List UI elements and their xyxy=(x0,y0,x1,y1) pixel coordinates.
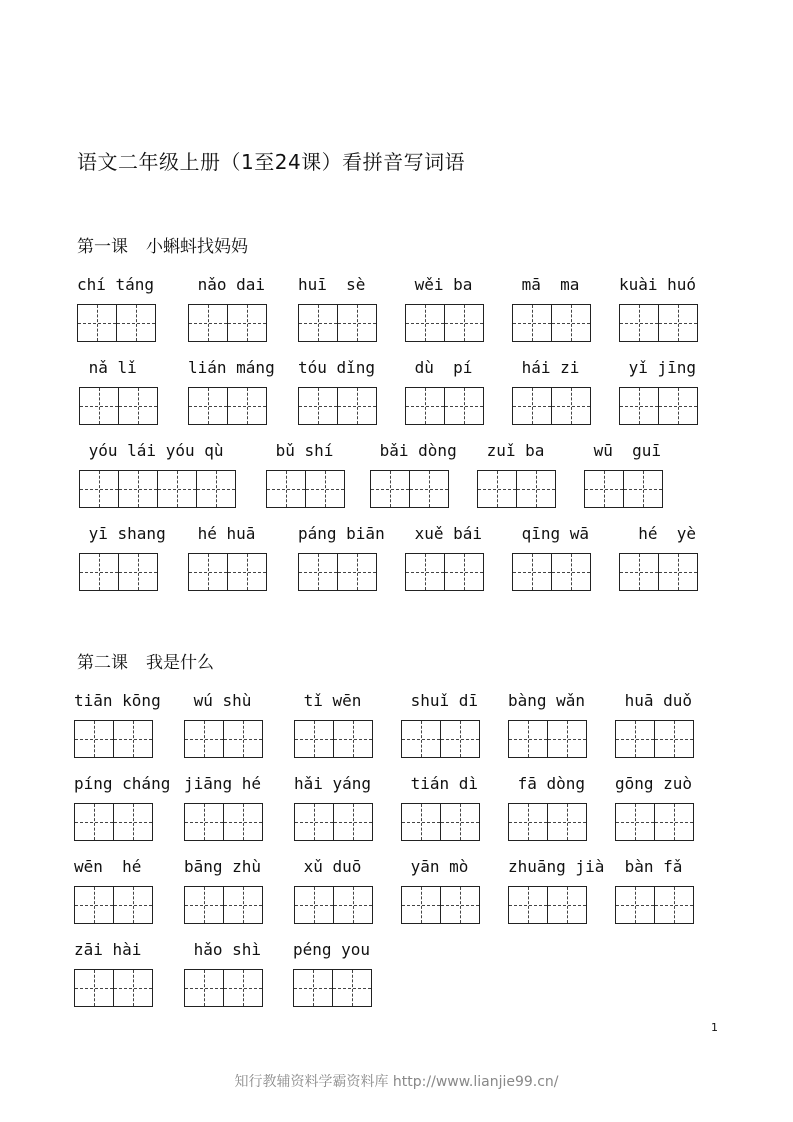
pinyin-label: huī sè xyxy=(298,275,366,294)
tian-zi-ge-box[interactable] xyxy=(337,387,377,425)
tian-zi-ge-box[interactable] xyxy=(623,470,663,508)
lesson-name: 我是什么 xyxy=(146,653,214,673)
tian-zi-ge-box[interactable] xyxy=(405,553,445,591)
writing-grid xyxy=(619,304,698,342)
lesson-heading xyxy=(77,232,248,257)
writing-grid xyxy=(298,387,377,425)
tian-zi-ge-box[interactable] xyxy=(444,304,484,342)
tian-zi-ge-box[interactable] xyxy=(619,553,659,591)
tian-zi-ge-box[interactable] xyxy=(654,886,694,924)
tian-zi-ge-box[interactable] xyxy=(615,803,655,841)
tian-zi-ge-box[interactable] xyxy=(79,387,119,425)
writing-grid xyxy=(188,553,267,591)
writing-grid xyxy=(615,803,694,841)
writing-grid xyxy=(619,387,698,425)
writing-grid xyxy=(405,553,484,591)
writing-grid xyxy=(79,387,158,425)
writing-grid xyxy=(266,470,345,508)
tian-zi-ge-box[interactable] xyxy=(266,470,306,508)
tian-zi-ge-box[interactable] xyxy=(184,720,224,758)
writing-grid xyxy=(401,803,480,841)
tian-zi-ge-box[interactable] xyxy=(184,803,224,841)
pinyin-label: yī shang xyxy=(79,524,166,543)
tian-zi-ge-box[interactable] xyxy=(615,886,655,924)
tian-zi-ge-box[interactable] xyxy=(293,969,333,1007)
tian-zi-ge-box[interactable] xyxy=(512,387,552,425)
tian-zi-ge-box[interactable] xyxy=(77,304,117,342)
tian-zi-ge-box[interactable] xyxy=(227,387,267,425)
pinyin-label: xǔ duō xyxy=(294,857,362,876)
pinyin-label: huā duǒ xyxy=(615,691,693,710)
tian-zi-ge-box[interactable] xyxy=(184,886,224,924)
writing-grid xyxy=(184,969,263,1007)
writing-grid xyxy=(584,470,663,508)
writing-grid xyxy=(512,553,591,591)
tian-zi-ge-box[interactable] xyxy=(508,886,548,924)
lesson-name: 小蝌蚪找妈妈 xyxy=(146,237,248,257)
tian-zi-ge-box[interactable] xyxy=(113,720,153,758)
tian-zi-ge-box[interactable] xyxy=(333,720,373,758)
tian-zi-ge-box[interactable] xyxy=(118,470,158,508)
tian-zi-ge-box[interactable] xyxy=(333,803,373,841)
pinyin-label: nǎo dai xyxy=(188,275,266,294)
pinyin-label: páng biān xyxy=(298,524,385,543)
pinyin-label: wēn hé xyxy=(74,857,142,876)
pinyin-label: bàng wǎn xyxy=(508,691,586,710)
tian-zi-ge-box[interactable] xyxy=(615,720,655,758)
pinyin-label: fā dòng xyxy=(508,774,586,793)
tian-zi-ge-box[interactable] xyxy=(184,969,224,1007)
tian-zi-ge-box[interactable] xyxy=(188,387,228,425)
writing-grid xyxy=(184,886,263,924)
tian-zi-ge-box[interactable] xyxy=(444,387,484,425)
tian-zi-ge-box[interactable] xyxy=(551,387,591,425)
pinyin-label: gōng zuò xyxy=(615,774,693,793)
tian-zi-ge-box[interactable] xyxy=(512,304,552,342)
writing-grid xyxy=(370,470,449,508)
writing-grid xyxy=(615,886,694,924)
tian-zi-ge-box[interactable] xyxy=(294,886,334,924)
tian-zi-ge-box[interactable] xyxy=(516,470,556,508)
tian-zi-ge-box[interactable] xyxy=(401,886,441,924)
tian-zi-ge-box[interactable] xyxy=(113,803,153,841)
pinyin-label: yǐ jīng xyxy=(619,358,697,377)
page-title: 语文二年级上册（1至24课）看拼音写词语 xyxy=(77,150,466,174)
tian-zi-ge-box[interactable] xyxy=(223,969,263,1007)
writing-grid xyxy=(508,803,587,841)
pinyin-label: tǐ wēn xyxy=(294,691,362,710)
tian-zi-ge-box[interactable] xyxy=(405,387,445,425)
tian-zi-ge-box[interactable] xyxy=(79,553,119,591)
writing-grid xyxy=(294,720,373,758)
tian-zi-ge-box[interactable] xyxy=(333,886,373,924)
pinyin-label: nǎ lǐ xyxy=(79,358,137,377)
tian-zi-ge-box[interactable] xyxy=(551,304,591,342)
pinyin-label: wū guī xyxy=(584,441,662,460)
tian-zi-ge-box[interactable] xyxy=(619,387,659,425)
pinyin-label: mā ma xyxy=(512,275,580,294)
tian-zi-ge-box[interactable] xyxy=(223,803,263,841)
writing-grid xyxy=(401,886,480,924)
pinyin-label: xuě bái xyxy=(405,524,483,543)
tian-zi-ge-box[interactable] xyxy=(188,304,228,342)
tian-zi-ge-box[interactable] xyxy=(440,720,480,758)
tian-zi-ge-box[interactable] xyxy=(512,553,552,591)
tian-zi-ge-box[interactable] xyxy=(79,470,119,508)
pinyin-label: lián máng xyxy=(188,358,275,377)
tian-zi-ge-box[interactable] xyxy=(196,470,236,508)
pinyin-label: dù pí xyxy=(405,358,473,377)
tian-zi-ge-box[interactable] xyxy=(294,720,334,758)
pinyin-label: yān mò xyxy=(401,857,469,876)
tian-zi-ge-box[interactable] xyxy=(294,803,334,841)
writing-grid xyxy=(508,720,587,758)
tian-zi-ge-box[interactable] xyxy=(298,304,338,342)
writing-grid xyxy=(293,969,372,1007)
tian-zi-ge-box[interactable] xyxy=(619,304,659,342)
pinyin-label: qīng wā xyxy=(512,524,590,543)
pinyin-label: hǎo shì xyxy=(184,940,262,959)
tian-zi-ge-box[interactable] xyxy=(440,803,480,841)
writing-grid xyxy=(74,969,153,1007)
writing-grid xyxy=(294,886,373,924)
writing-grid xyxy=(294,803,373,841)
writing-grid xyxy=(508,886,587,924)
tian-zi-ge-box[interactable] xyxy=(223,886,263,924)
tian-zi-ge-box[interactable] xyxy=(444,553,484,591)
tian-zi-ge-box[interactable] xyxy=(401,803,441,841)
pinyin-label: bǔ shí xyxy=(266,441,334,460)
tian-zi-ge-box[interactable] xyxy=(298,387,338,425)
pinyin-label: yóu lái yóu qù xyxy=(79,441,224,460)
writing-grid xyxy=(184,803,263,841)
tian-zi-ge-box[interactable] xyxy=(74,969,114,1007)
lesson-heading xyxy=(77,648,214,673)
footer-watermark: 知行教辅资料学霸资料库 http://www.lianjie99.cn/ xyxy=(234,1074,559,1090)
writing-grid xyxy=(298,553,377,591)
tian-zi-ge-box[interactable] xyxy=(440,886,480,924)
tian-zi-ge-box[interactable] xyxy=(654,720,694,758)
pinyin-label: shuǐ dī xyxy=(401,691,479,710)
writing-grid xyxy=(74,720,153,758)
pinyin-label: hái zi xyxy=(512,358,580,377)
writing-grid xyxy=(77,304,156,342)
writing-grid xyxy=(512,387,591,425)
tian-zi-ge-box[interactable] xyxy=(337,304,377,342)
lesson-number: 第二课 xyxy=(77,653,128,673)
tian-zi-ge-box[interactable] xyxy=(298,553,338,591)
writing-grid xyxy=(405,387,484,425)
pinyin-label: bǎi dòng xyxy=(370,441,457,460)
tian-zi-ge-box[interactable] xyxy=(547,886,587,924)
tian-zi-ge-box[interactable] xyxy=(658,553,698,591)
tian-zi-ge-box[interactable] xyxy=(508,720,548,758)
pinyin-label: zuǐ ba xyxy=(477,441,545,460)
writing-grid xyxy=(74,803,153,841)
tian-zi-ge-box[interactable] xyxy=(113,886,153,924)
tian-zi-ge-box[interactable] xyxy=(547,803,587,841)
pinyin-label: kuài huó xyxy=(619,275,697,294)
tian-zi-ge-box[interactable] xyxy=(332,969,372,1007)
tian-zi-ge-box[interactable] xyxy=(370,470,410,508)
writing-grid xyxy=(512,304,591,342)
tian-zi-ge-box[interactable] xyxy=(118,387,158,425)
pinyin-label: zāi hài xyxy=(74,940,142,959)
tian-zi-ge-box[interactable] xyxy=(74,886,114,924)
pinyin-label: jiāng hé xyxy=(184,774,262,793)
tian-zi-ge-box[interactable] xyxy=(113,969,153,1007)
tian-zi-ge-box[interactable] xyxy=(337,553,377,591)
tian-zi-ge-box[interactable] xyxy=(118,553,158,591)
pinyin-label: hǎi yáng xyxy=(294,774,372,793)
tian-zi-ge-box[interactable] xyxy=(227,553,267,591)
writing-grid xyxy=(401,720,480,758)
tian-zi-ge-box[interactable] xyxy=(658,387,698,425)
pinyin-label: péng you xyxy=(293,940,371,959)
writing-grid xyxy=(79,553,158,591)
pinyin-label: tóu dǐng xyxy=(298,358,376,377)
tian-zi-ge-box[interactable] xyxy=(547,720,587,758)
tian-zi-ge-box[interactable] xyxy=(508,803,548,841)
pinyin-label: bāng zhù xyxy=(184,857,262,876)
tian-zi-ge-box[interactable] xyxy=(551,553,591,591)
tian-zi-ge-box[interactable] xyxy=(658,304,698,342)
writing-grid xyxy=(74,886,153,924)
tian-zi-ge-box[interactable] xyxy=(409,470,449,508)
writing-grid xyxy=(184,720,263,758)
tian-zi-ge-box[interactable] xyxy=(305,470,345,508)
pinyin-label: hé huā xyxy=(188,524,256,543)
pinyin-label: wěi ba xyxy=(405,275,473,294)
pinyin-label: tián dì xyxy=(401,774,479,793)
tian-zi-ge-box[interactable] xyxy=(223,720,263,758)
tian-zi-ge-box[interactable] xyxy=(157,470,197,508)
tian-zi-ge-box[interactable] xyxy=(477,470,517,508)
writing-grid xyxy=(615,720,694,758)
tian-zi-ge-box[interactable] xyxy=(188,553,228,591)
writing-grid xyxy=(298,304,377,342)
writing-grid xyxy=(188,304,267,342)
pinyin-label: hé yè xyxy=(619,524,697,543)
writing-grid xyxy=(619,553,698,591)
writing-grid xyxy=(405,304,484,342)
tian-zi-ge-box[interactable] xyxy=(227,304,267,342)
pinyin-label: bàn fǎ xyxy=(615,857,683,876)
tian-zi-ge-box[interactable] xyxy=(74,803,114,841)
pinyin-label: chí táng xyxy=(77,275,155,294)
page-number: 1 xyxy=(711,1021,718,1034)
lesson-number: 第一课 xyxy=(77,237,128,257)
writing-grid xyxy=(188,387,267,425)
tian-zi-ge-box[interactable] xyxy=(116,304,156,342)
writing-grid xyxy=(79,470,236,508)
tian-zi-ge-box[interactable] xyxy=(584,470,624,508)
pinyin-label: tiān kōng xyxy=(74,691,161,710)
pinyin-label: wú shù xyxy=(184,691,252,710)
tian-zi-ge-box[interactable] xyxy=(405,304,445,342)
pinyin-label: píng cháng xyxy=(74,774,171,793)
pinyin-label: zhuāng jià xyxy=(508,857,605,876)
tian-zi-ge-box[interactable] xyxy=(74,720,114,758)
tian-zi-ge-box[interactable] xyxy=(401,720,441,758)
tian-zi-ge-box[interactable] xyxy=(654,803,694,841)
writing-grid xyxy=(477,470,556,508)
